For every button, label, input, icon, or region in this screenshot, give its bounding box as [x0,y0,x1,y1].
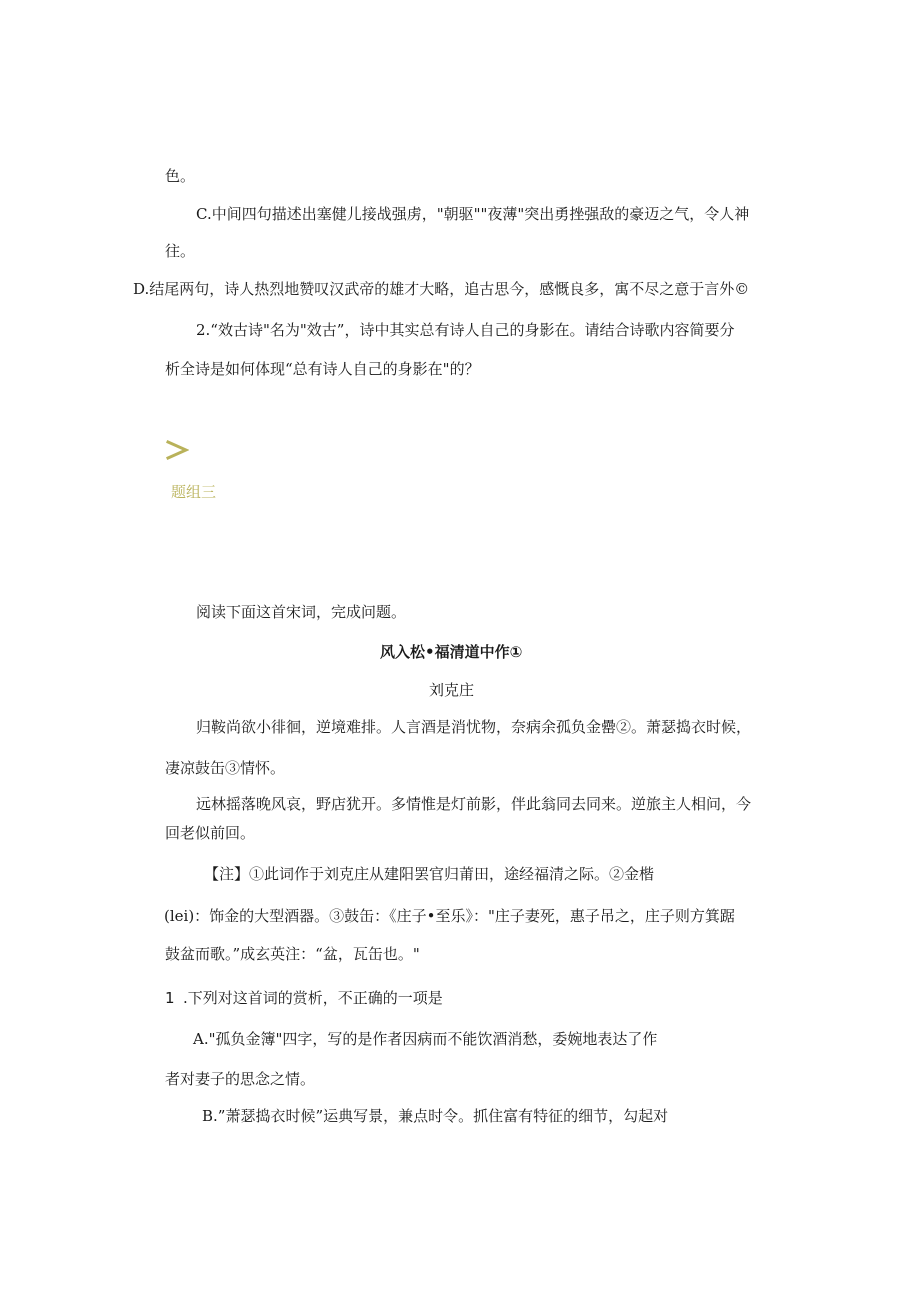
poem-title: 风入松•福清道中作① [380,643,523,661]
question-1-number: 1 [165,989,175,1007]
option-a-line-1: A."孤负金簿"四字，写的是作者因病而不能饮酒消愁，委婉地表达了作 [193,1030,658,1048]
option-b-line-1: B.”萧瑟捣衣时候”运典写景，兼点时令。抓住富有特征的细节，勾起对 [202,1107,669,1125]
question-2-line-1: 2.“效古诗"名为"效古”，诗中其实总有诗人自己的身影在。请结合诗歌内容简要分 [196,321,735,339]
text-line-color: 色。 [165,167,196,185]
note-line-1: 【注】①此词作于刘克庄从建阳罢官归莆田，途经福清之际。②金楷 [204,865,655,883]
poem-author: 刘克庄 [429,681,475,699]
stanza-1-line-2: 凄凉鼓缶③情怀。 [165,759,286,777]
stanza-2-line-1: 远林摇落晚风哀，野店犹开。多情惟是灯前影，伴此翁同去同来。逆旅主人相问，今 [196,795,752,813]
note-line-3: 鼓盆而歌。”成玄英注：“盆，瓦缶也。" [165,945,420,963]
stanza-2-line-2: 回老似前回。 [165,824,256,842]
question-1-text: .下列对这首词的赏析，不正确的一项是 [183,989,443,1007]
stanza-1-line-1: 归鞍尚欲小徘徊，逆境难排。人言酒是消忧物，奈病余孤负金罍②。萧瑟捣衣时候， [196,718,752,736]
option-c-line-1: C.中间四句描述出塞健儿接战强虏，"朝驱""夜薄"突出勇挫强敌的豪迈之气，令人神 [196,205,750,223]
question-2-line-2: 析全诗是如何体现“总有诗人自己的身影在"的？ [165,360,480,378]
group-label: 题组三 [171,483,217,501]
option-c-line-2: 往。 [165,242,196,260]
option-a-line-2: 者对妻子的思念之情。 [165,1070,316,1088]
instruction: 阅读下面这首宋词，完成问题。 [196,603,407,621]
note-line-2: (lei)：饰金的大型酒器。③鼓缶：《庄子•至乐》："庄子妻死，惠子吊之，庄子则方箕踞 [164,907,735,925]
option-d: D.结尾两句，诗人热烈地赞叹汉武帝的雄才大略，追古思今，感慨良多，寓不尽之意于言外© [133,280,750,298]
chevron-right-icon [165,438,189,462]
